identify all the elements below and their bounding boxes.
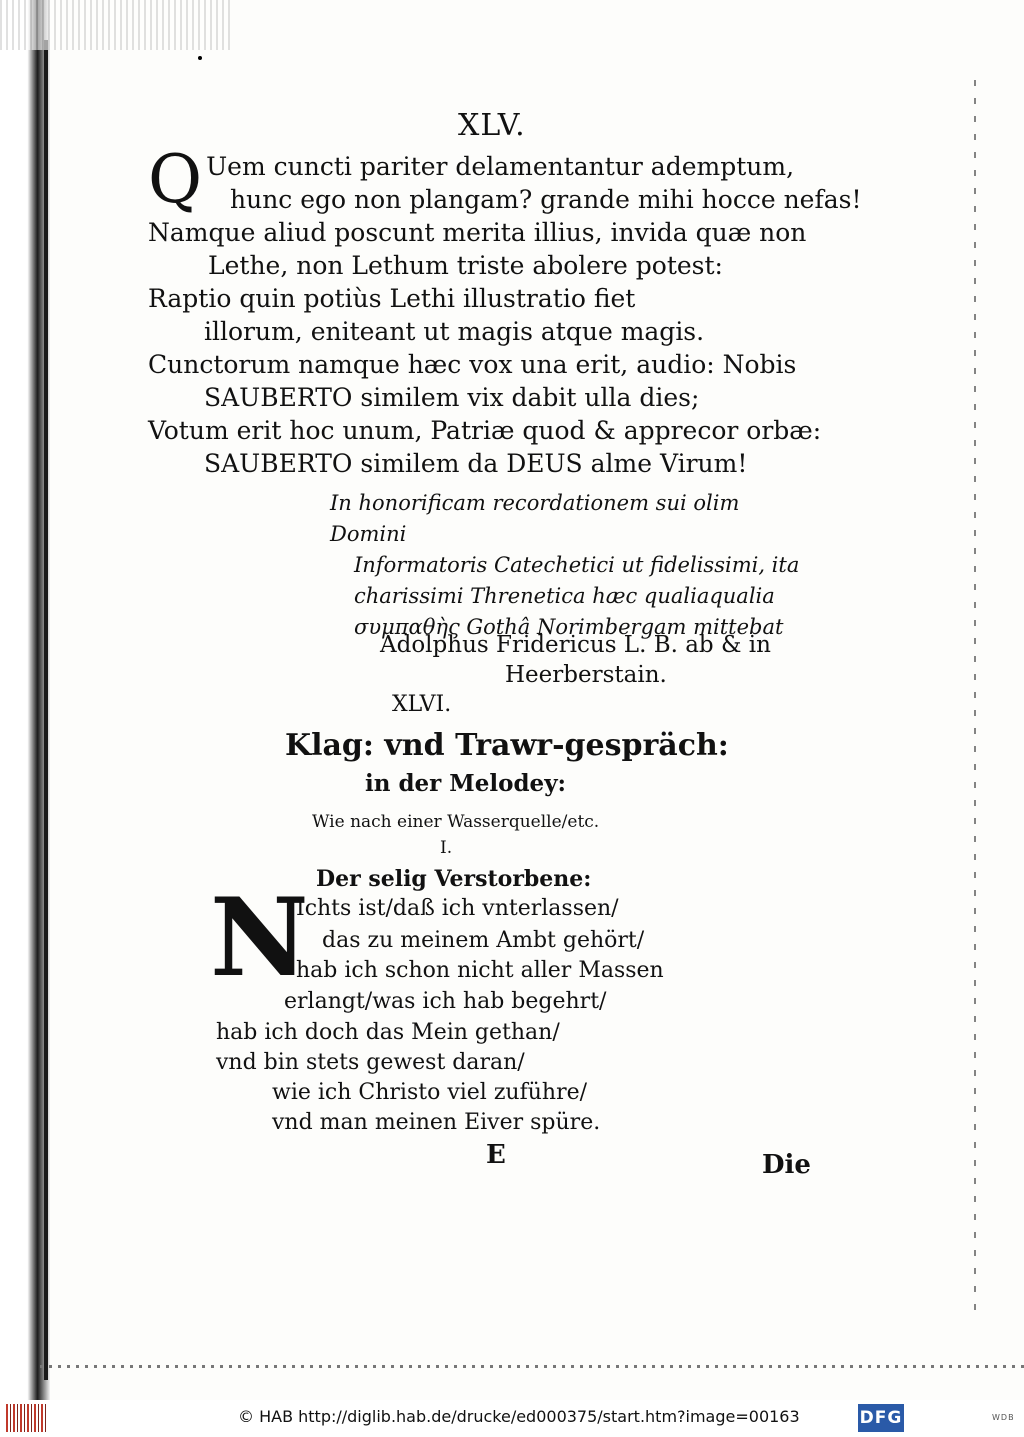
catchword: Die xyxy=(762,1150,811,1180)
viewer-footer xyxy=(0,1400,1024,1437)
dedication-line: συμπαθὴς Gothâ Norimbergam mittebat xyxy=(354,615,784,639)
german-line: vnd man meinen Eiver spüre. xyxy=(272,1110,601,1135)
latin-line: illorum, eniteant ut magis atque magis. xyxy=(204,317,705,346)
latin-line: Cunctorum namque hæc vox una erit, audio: Nobis xyxy=(148,350,797,379)
dedication xyxy=(330,488,810,643)
german-line: das zu meinem Ambt gehört/ xyxy=(322,928,645,953)
latin-line: Namque aliud poscunt merita illius, invida quæ non xyxy=(148,218,807,247)
speaker-heading: Der selig Verstorbene: xyxy=(316,866,592,892)
section-number: XLVI. xyxy=(392,692,452,717)
page-bottom-edge xyxy=(40,1365,1024,1368)
latin-line: Raptio quin potiùs Lethi illustratio fiet xyxy=(148,284,636,313)
melody-line: Wie nach einer Wasserquelle/etc. xyxy=(312,812,600,832)
dedication-line: In honorificam recordationem sui olim Domini xyxy=(330,491,740,546)
dfg-logo[interactable]: DFG xyxy=(858,1404,904,1432)
german-line: hab ich doch das Mein gethan/ xyxy=(216,1020,560,1045)
german-line: wie ich Christo viel zuführe/ xyxy=(272,1080,588,1105)
latin-dropcap: Q xyxy=(148,141,203,218)
author-line: Heerberstain. xyxy=(505,662,667,688)
copyright-link[interactable]: © HAB http://diglib.hab.de/drucke/ed000375/start.htm?image=00163 xyxy=(238,1407,800,1426)
ink-dot xyxy=(198,56,202,60)
latin-poem xyxy=(148,141,862,480)
latin-line: SAUBERTO similem vix dabit ulla dies; xyxy=(204,383,700,412)
page-top-edge xyxy=(0,0,230,50)
page-right-edge xyxy=(974,80,976,1310)
author xyxy=(380,630,771,690)
stanza-number: I. xyxy=(440,838,453,858)
page-number: XLV. xyxy=(458,108,526,143)
dedication-line: Informatoris Catechetici ut fidelissimi, ita xyxy=(354,553,800,577)
latin-line: SAUBERTO similem da DEUS alme Virum! xyxy=(204,449,748,478)
latin-line: Votum erit hoc unum, Patriæ quod & apprecor orbæ: xyxy=(148,416,822,445)
wdb-logo[interactable]: WDB xyxy=(992,1413,1015,1422)
latin-line: hunc ego non plangam? grande mihi hocce nefas! xyxy=(230,185,862,214)
german-line: vnd bin stets gewest daran/ xyxy=(216,1050,525,1075)
german-line: hab ich schon nicht aller Massen xyxy=(296,958,664,983)
german-subtitle: in der Melodey: xyxy=(365,770,567,797)
dedication-line: charissimi Threnetica hæc qualiaqualia xyxy=(354,584,775,608)
hab-logo-icon[interactable] xyxy=(6,1404,46,1432)
german-line: erlangt/was ich hab begehrt/ xyxy=(284,989,607,1014)
german-line: Ichts ist/daß ich vnterlassen/ xyxy=(296,896,619,921)
german-title: Klag: vnd Trawr-gespräch: xyxy=(285,728,729,763)
latin-line: Lethe, non Lethum triste abolere potest: xyxy=(208,251,723,280)
page-binding-edge xyxy=(0,0,50,1400)
german-dropcap: N xyxy=(210,875,309,1001)
author-line: Adolphus Fridericus L. B. ab & in xyxy=(380,632,771,658)
latin-line: Uem cuncti pariter delamentantur ademptum, xyxy=(206,152,795,181)
signature-mark: E xyxy=(486,1140,506,1170)
page-fold-line xyxy=(44,40,48,1380)
